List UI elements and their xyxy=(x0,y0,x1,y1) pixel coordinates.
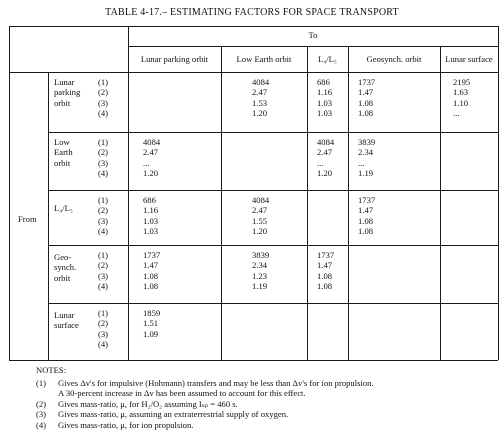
row-label-line: orbit xyxy=(54,157,71,168)
cell-value: 1.08 xyxy=(317,270,333,281)
cell-value: ... xyxy=(453,108,460,119)
cell-value: 2195 xyxy=(453,77,471,87)
row-index: (4) xyxy=(98,281,109,292)
rule-col-4 xyxy=(348,46,349,360)
note-number: (1) xyxy=(36,378,47,388)
table-cell xyxy=(143,308,160,350)
row-label xyxy=(54,252,76,283)
cell-value: 1.08 xyxy=(143,270,159,281)
cell-value: 1.08 xyxy=(317,281,333,292)
row-label-line: Earth xyxy=(54,147,73,158)
cell-value: 1.23 xyxy=(252,270,268,281)
cell-value: 1.20 xyxy=(252,108,268,119)
cell-value: 1.47 xyxy=(358,205,374,216)
cell-value: 3839 xyxy=(358,137,376,147)
row-index: (4) xyxy=(98,226,109,237)
cell-value: 2.34 xyxy=(358,147,374,158)
cell-value: 1.10 xyxy=(453,97,469,108)
note-line: Gives mass-ratio, μ, for ion propulsion. xyxy=(58,419,194,430)
rule-right xyxy=(498,26,499,360)
note-line: Gives mass-ratio, μ, assuming an extraterrestrial supply of oxygen. xyxy=(58,409,289,420)
rule-bottom xyxy=(9,360,498,361)
row-index: (1) xyxy=(98,308,109,318)
rule-col-1 xyxy=(128,26,129,360)
table-cell xyxy=(358,137,375,179)
cell-value: 1.16 xyxy=(143,205,159,216)
row-index: (2) xyxy=(98,260,109,271)
row-label xyxy=(54,77,80,108)
table-cell xyxy=(358,77,375,119)
table-cell xyxy=(143,195,158,237)
col-header-lunar-surface: Lunar surface xyxy=(445,54,493,64)
row-label-line: parking xyxy=(54,87,81,98)
cell-value: 1.03 xyxy=(317,97,333,108)
row-index: (3) xyxy=(98,270,109,281)
table-cell xyxy=(252,77,269,119)
cell-value: 1.47 xyxy=(317,260,333,271)
note-text xyxy=(58,409,288,419)
rule-top xyxy=(9,26,498,27)
cell-value: 1.55 xyxy=(252,215,268,226)
row-label xyxy=(54,310,79,331)
cell-value: 1.16 xyxy=(317,87,333,98)
cell-value: 1.08 xyxy=(358,97,374,108)
row-index: (4) xyxy=(98,168,109,179)
cell-value: 2.47 xyxy=(143,147,159,158)
table-cell xyxy=(317,77,332,119)
row-indices xyxy=(98,195,108,237)
cell-value: 1.08 xyxy=(358,226,374,237)
table-cell xyxy=(317,137,334,179)
row-index: (1) xyxy=(98,195,109,205)
row-index: (2) xyxy=(98,205,109,216)
row-label-line: Lunar xyxy=(54,310,75,320)
cell-value: 1859 xyxy=(143,308,161,318)
row-label xyxy=(54,203,73,213)
row-index: (2) xyxy=(98,318,109,329)
row-index: (1) xyxy=(98,77,109,87)
notes-title: NOTES: xyxy=(36,365,67,375)
rule-row-3 xyxy=(48,245,498,246)
cell-value: 1.47 xyxy=(358,87,374,98)
col-header-l4-l5: L₄/L₅ xyxy=(318,54,337,64)
rule-left xyxy=(9,26,10,360)
table-cell xyxy=(143,250,160,292)
cell-value xyxy=(143,339,160,349)
cell-value: 1.19 xyxy=(252,281,268,292)
cell-value: 686 xyxy=(317,77,330,87)
row-index: (1) xyxy=(98,250,109,260)
rule-header-bottom xyxy=(9,72,498,73)
rule-from-col xyxy=(48,72,49,360)
cell-value: 4084 xyxy=(252,195,270,205)
cell-value: 4084 xyxy=(252,77,270,87)
table-cell xyxy=(453,77,470,119)
cell-value: 4084 xyxy=(317,137,335,147)
row-label-line: synch. xyxy=(54,262,77,273)
note-item xyxy=(36,399,496,409)
table-cell xyxy=(358,195,375,237)
cell-value: 1737 xyxy=(358,77,376,87)
row-index: (4) xyxy=(98,108,109,119)
cell-value: 1.20 xyxy=(317,168,333,179)
rule-col-3 xyxy=(307,46,308,360)
col-header-lunar-parking-orbit: Lunar parking orbit xyxy=(140,54,209,64)
cell-value: ... xyxy=(143,157,150,168)
table-cell xyxy=(252,195,269,237)
row-label xyxy=(54,137,73,168)
row-index: (1) xyxy=(98,137,109,147)
cell-value: 1.09 xyxy=(143,328,159,339)
cell-value: 1.20 xyxy=(252,226,268,237)
cell-value: 2.47 xyxy=(252,205,268,216)
note-line: Gives Δv's for impulsive (Hohmann) transfers and may be less than Δv's for ion propulsion. xyxy=(58,378,374,388)
cell-value: 4084 xyxy=(143,137,161,147)
rule-col-2 xyxy=(221,46,222,360)
row-index: (2) xyxy=(98,147,109,158)
cell-value: 1.03 xyxy=(143,215,159,226)
note-text xyxy=(58,420,193,430)
cell-value: 1737 xyxy=(143,250,161,260)
header-from: From xyxy=(18,214,37,224)
cell-value: 1.63 xyxy=(453,87,469,98)
cell-value: 1.08 xyxy=(143,281,159,292)
table-cell xyxy=(252,250,269,292)
row-index: (4) xyxy=(98,339,109,350)
note-item xyxy=(36,420,496,430)
row-index: (2) xyxy=(98,87,109,98)
cell-value: 1.03 xyxy=(317,108,333,119)
cell-value: 2.47 xyxy=(252,87,268,98)
cell-value: 1.08 xyxy=(358,108,374,119)
note-number: (2) xyxy=(36,398,47,409)
row-index: (3) xyxy=(98,328,109,339)
cell-value: 3839 xyxy=(252,250,270,260)
note-line: Gives mass-ratio, μ, for H₂/O₂ assuming Iₛₚ = 460 s. xyxy=(58,398,238,409)
row-label-line: L₄/L₅ xyxy=(54,203,73,213)
row-index: (3) xyxy=(98,157,109,168)
cell-value: 686 xyxy=(143,195,156,205)
rule-under-to xyxy=(128,46,498,47)
row-indices xyxy=(98,250,108,292)
cell-value: ... xyxy=(317,157,324,168)
rule-row-1 xyxy=(48,132,498,133)
header-to: To xyxy=(308,30,318,40)
row-indices xyxy=(98,137,108,179)
row-label-line: Lunar xyxy=(54,77,75,87)
note-text xyxy=(58,399,238,409)
table-cell xyxy=(143,137,160,179)
row-label-line: Geo- xyxy=(54,252,72,262)
row-index: (3) xyxy=(98,215,109,226)
row-label-line: orbit xyxy=(54,272,71,283)
cell-value: 1.19 xyxy=(358,168,374,179)
row-indices xyxy=(98,77,108,119)
cell-value: 1.20 xyxy=(143,168,159,179)
row-indices xyxy=(98,308,108,350)
col-header-geosynch-orbit: Geosynch. orbit xyxy=(366,54,422,64)
table-title: TABLE 4-17.– ESTIMATING FACTORS FOR SPACE TRANSPORT xyxy=(105,7,399,18)
note-item xyxy=(36,378,496,399)
cell-value: 1737 xyxy=(358,195,376,205)
rule-row-4 xyxy=(48,303,498,304)
note-text xyxy=(58,378,374,399)
col-header-low-earth-orbit: Low Earth orbit xyxy=(236,54,292,64)
cell-value: 2.34 xyxy=(252,260,268,271)
cell-value: 1.51 xyxy=(143,318,159,329)
note-number: (3) xyxy=(36,409,47,420)
note-line: A 30-percent increase in Δv has been assumed to account for this effect. xyxy=(58,388,306,399)
cell-value: 1.53 xyxy=(252,97,268,108)
row-label-line: orbit xyxy=(54,97,71,108)
row-label-line: surface xyxy=(54,320,79,331)
table-cell xyxy=(317,250,334,292)
rule-row-2 xyxy=(48,190,498,191)
note-number: (4) xyxy=(36,419,47,430)
row-index: (3) xyxy=(98,97,109,108)
cell-value: 1.08 xyxy=(358,215,374,226)
cell-value: ... xyxy=(358,157,365,168)
rule-col-5 xyxy=(440,46,441,360)
note-item xyxy=(36,409,496,419)
cell-value: 1.03 xyxy=(143,226,159,237)
cell-value: 1.47 xyxy=(143,260,159,271)
cell-value: 2.47 xyxy=(317,147,333,158)
cell-value: 1737 xyxy=(317,250,335,260)
row-label-line: Low xyxy=(54,137,70,147)
